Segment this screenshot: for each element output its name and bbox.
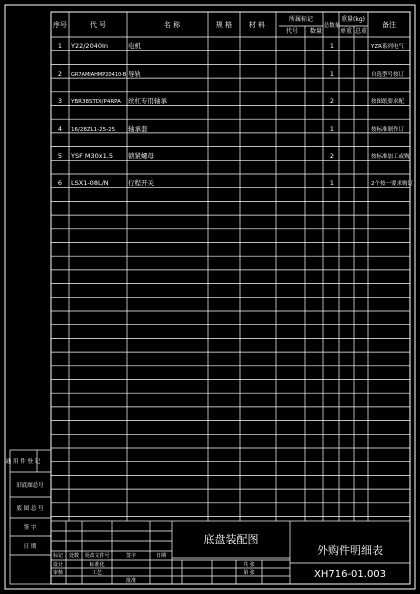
header-spec: 规 格 [215, 21, 233, 29]
reg-common-parts: 通 用 件 登 记 [5, 459, 41, 465]
row-remark: 按标准制作订 [371, 127, 405, 133]
row-remark: 自选型号按订 [371, 72, 405, 78]
document-number: XH716-01.003 [313, 569, 387, 580]
label-page: 第 张 [243, 570, 255, 576]
row-qty: 1 [329, 70, 335, 78]
row-remark: YZR系列电气 [371, 44, 404, 50]
row-name: 丝杠专用轴承 [128, 97, 167, 105]
header-material: 材 料 [248, 21, 266, 29]
row-code: YBR38STDI/P4RPA [71, 99, 121, 105]
document-title: 外购件明细表 [317, 544, 383, 557]
row-qty: 2 [329, 97, 335, 105]
assembly-name: 底盘装配图 [203, 533, 259, 546]
row-name: 轴承套 [128, 125, 148, 133]
row-no: 3 [57, 97, 63, 105]
header-weight: 重量(kg) [341, 16, 365, 23]
header-remark: 备注 [382, 21, 396, 29]
label-process: 工艺 [91, 570, 103, 576]
row-qty: 1 [329, 42, 335, 50]
header-weight-total: 总重 [354, 28, 368, 35]
header-no: 序号 [53, 21, 67, 29]
header-outsourced: 所属标记 [288, 16, 314, 23]
reg-old-drawing-no: 旧底图总号 [16, 483, 44, 489]
header-weight-unit: 单重 [339, 28, 353, 35]
row-remark: 按图纸要求配 [371, 99, 405, 105]
row-no: 6 [57, 179, 63, 187]
row-code: GR7AMIAHMP20410-B [71, 72, 127, 78]
row-name: 行程开关 [128, 179, 154, 187]
row-code: 16/28ZL1-25-25 [71, 127, 116, 133]
row-name: 导轨 [128, 70, 141, 78]
row-code: YSF M30x1.5 [71, 152, 113, 160]
row-qty: 1 [329, 179, 335, 187]
row-remark: 2个按一要求购订 [371, 181, 413, 187]
row-no: 5 [57, 152, 63, 160]
row-no: 4 [57, 125, 63, 133]
row-qty: 2 [329, 152, 335, 160]
row-name: 电机 [128, 42, 141, 50]
label-approver: 批准 [125, 578, 137, 584]
reg-date: 日 期 [23, 544, 37, 550]
reg-signature: 签 字 [23, 525, 37, 531]
header-outsourced-qty: 数量 [309, 28, 323, 35]
header-qty: 总数量 [323, 23, 341, 29]
row-no: 2 [57, 70, 63, 78]
label-std: 标准化 [89, 562, 105, 568]
label-designer: 设计 [52, 562, 64, 568]
row-code: LSX1-08L/N [71, 179, 109, 187]
reg-drawing-no: 底 图 总 号 [16, 506, 44, 512]
row-code: Y22/2040In [71, 42, 109, 50]
label-mark: 标记 [52, 553, 64, 559]
label-sheet: 共 张 [243, 562, 255, 568]
header-outsourced-code: 代号 [285, 28, 299, 35]
row-no: 1 [57, 42, 63, 50]
row-name: 锁紧螺母 [128, 152, 154, 160]
header-code: 代 号 [89, 21, 107, 29]
label-count: 处数 [68, 553, 80, 559]
row-remark: 按标准加工或购 [371, 154, 410, 160]
label-sign: 签字 [125, 553, 137, 559]
header-name: 名 称 [163, 21, 181, 29]
label-checker: 审核 [52, 570, 64, 576]
label-date: 日期 [155, 553, 167, 559]
label-change-doc: 更改文件号 [84, 553, 110, 559]
row-qty: 1 [329, 125, 335, 133]
